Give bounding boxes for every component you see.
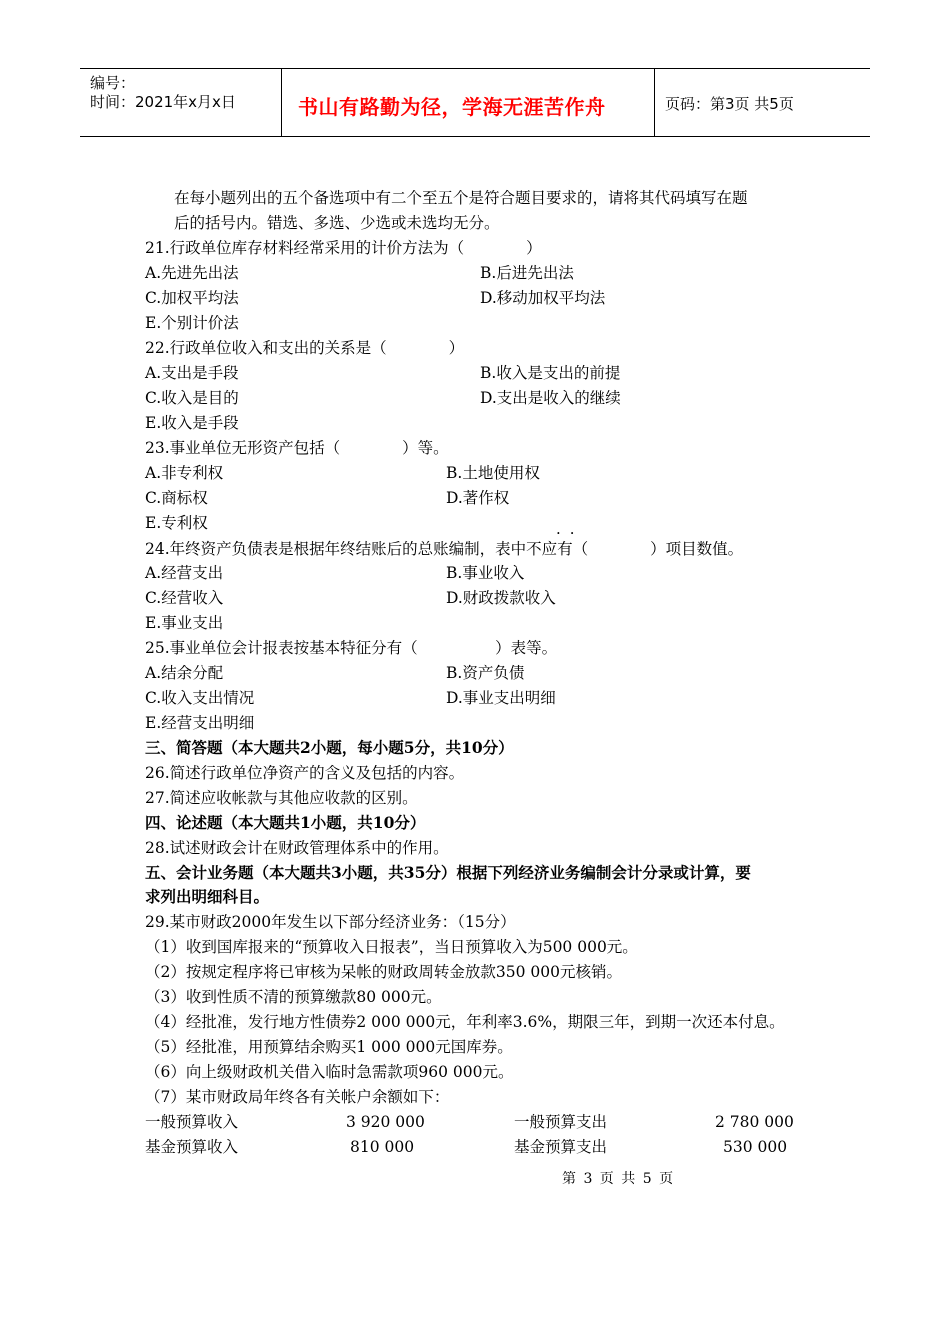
question-25: 25.事业单位会计报表按基本特征分有（ ）表等。 (145, 639, 558, 657)
q25-option-b: B.资产负债 (446, 664, 525, 682)
balance-name: 基金预算收入 (145, 1138, 239, 1156)
balance-amount: 2 780 000 (715, 1113, 794, 1131)
balance-amount: 530 000 (723, 1138, 788, 1156)
q21-option-b: B.后进先出法 (480, 264, 574, 282)
q21-option-d: D.移动加权平均法 (480, 289, 606, 307)
q21-option-e: E.个别计价法 (145, 314, 239, 332)
number-label: 编号： (90, 74, 136, 92)
section-5-title-line-2: 求列出明细科目。 (145, 887, 270, 906)
q23-option-d: D.著作权 (446, 489, 510, 507)
q23-option-e: E.专利权 (145, 514, 208, 532)
q22-option-c: C.收入是目的 (145, 389, 239, 407)
q22-option-d: D.支出是收入的继续 (480, 389, 621, 407)
question-22: 22.行政单位收入和支出的关系是（ ） (145, 339, 465, 357)
q23-option-a: A.非专利权 (145, 464, 224, 482)
intro-line-1: 在每小题列出的五个备选项中有二个至五个是符合题目要求的，请将其代码填写在题 (174, 189, 748, 207)
q25-option-d: D.事业支出明细 (446, 689, 556, 707)
section-5-title-line-1: 五、会计业务题（本大题共3小题，共35分）根据下列经济业务编制会计分录或计算，要 (145, 863, 751, 882)
question-23: 23.事业单位无形资产包括（ ）等。 (145, 439, 449, 457)
page-footer: 第 3 页 共 5 页 (562, 1171, 674, 1187)
q29-item-4: （4）经批准，发行地方性债券2 000 000元，年利率3.6%，期限三年，到期一次还本付息。 (145, 1013, 785, 1031)
q21-option-c: C.加权平均法 (145, 289, 239, 307)
q23-option-b: B.土地使用权 (446, 464, 540, 482)
balance-name: 一般预算收入 (145, 1113, 239, 1131)
header-slogan-cell (282, 69, 655, 136)
q25-option-a: A.结余分配 (145, 664, 224, 682)
q24-option-e: E.事业支出 (145, 614, 224, 632)
q29-item-6: （6）向上级财政机关借入临时急需款项960 000元。 (145, 1063, 514, 1081)
emphasis-dots: ·· (556, 524, 584, 542)
q29-item-1: （1）收到国库报来的“预算收入日报表”，当日预算收入为500 000元。 (145, 938, 638, 956)
question-27: 27.简述应收帐款与其他应收款的区别。 (145, 789, 418, 807)
q25-option-c: C.收入支出情况 (145, 689, 255, 707)
page-header (80, 68, 870, 137)
page-label: 页码：第3页 共5页 (665, 95, 794, 113)
q21-option-a: A.先进先出法 (145, 264, 239, 282)
q22-option-b: B.收入是支出的前提 (480, 364, 621, 382)
question-26: 26.简述行政单位净资产的含义及包括的内容。 (145, 764, 465, 782)
balance-amount: 3 920 000 (346, 1113, 425, 1131)
time-label: 时间：2021年x月x日 (90, 93, 236, 111)
section-3-title: 三、简答题（本大题共2小题，每小题5分，共10分） (145, 738, 514, 757)
header-page-cell (655, 69, 870, 136)
question-21: 21.行政单位库存材料经常采用的计价方法为（ ） (145, 239, 542, 257)
q23-option-c: C.商标权 (145, 489, 208, 507)
question-29: 29.某市财政2000年发生以下部分经济业务：（15分） (145, 913, 516, 931)
q29-item-7: （7）某市财政局年终各有关帐户余额如下： (145, 1088, 450, 1106)
q22-option-a: A.支出是手段 (145, 364, 239, 382)
header-info-cell (80, 69, 282, 136)
slogan: 书山有路勤为径，学海无涯苦作舟 (298, 95, 606, 119)
q24-option-c: C.经营收入 (145, 589, 224, 607)
q25-option-e: E.经营支出明细 (145, 714, 255, 732)
q29-item-5: （5）经批准，用预算结余购买1 000 000元国库券。 (145, 1038, 513, 1056)
q24-option-d: D.财政拨款收入 (446, 589, 556, 607)
intro-line-2: 后的括号内。错选、多选、少选或未选均无分。 (174, 214, 500, 232)
balance-name: 基金预算支出 (514, 1138, 608, 1156)
question-28: 28.试述财政会计在财政管理体系中的作用。 (145, 839, 449, 857)
q24-option-b: B.事业收入 (446, 564, 525, 582)
q29-item-2: （2）按规定程序将已审核为呆帐的财政周转金放款350 000元核销。 (145, 963, 622, 981)
section-4-title: 四、论述题（本大题共1小题，共10分） (145, 813, 426, 832)
balance-amount: 810 000 (350, 1138, 415, 1156)
question-24: 24.年终资产负债表是根据年终结账后的总账编制，表中不应有（ ）项目数值。 (145, 540, 744, 558)
balance-name: 一般预算支出 (514, 1113, 608, 1131)
q29-item-3: （3）收到性质不清的预算缴款80 000元。 (145, 988, 442, 1006)
q22-option-e: E.收入是手段 (145, 414, 239, 432)
q24-option-a: A.经营支出 (145, 564, 224, 582)
